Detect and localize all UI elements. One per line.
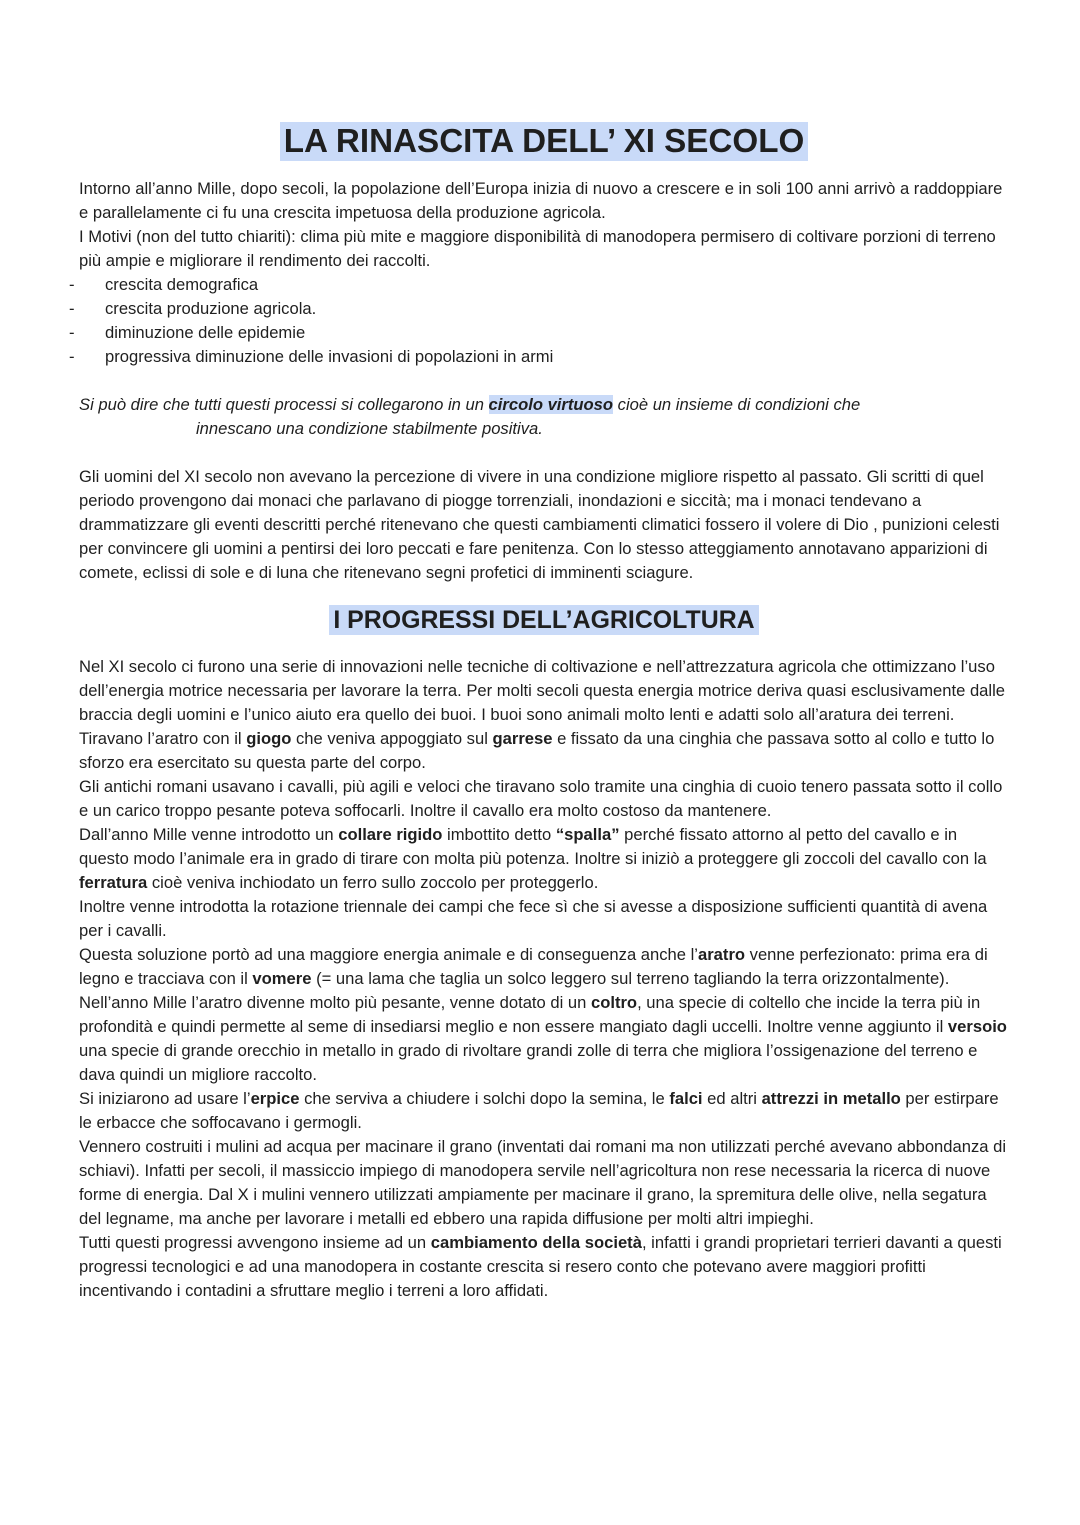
paragraph-societa [79, 1231, 1009, 1303]
text-run: ed altri [702, 1089, 762, 1108]
bullet-dash: - [69, 323, 75, 342]
paragraph-mulini: Vennero costruiti i mulini ad acqua per macinare il grano (inventati dai romani ma non utilizzati perché avevano abbondanza di schiavi). Infatti per secoli, il massiccio impiego di manodopera servile nell’agricoltura non rese necessaria la ricerca di nuove forme di energia. Dal X i mulini vennero utilizzati ampiamente per macinare il grano, la spremitura delle olive, nella segatura del legname, ma anche per lavorare i metalli ed ebbero una rapida diffusione per molti altri impieghi. [79, 1137, 1007, 1228]
term-coltro: coltro [590, 993, 638, 1012]
term-versoio: versoio [947, 1017, 1007, 1036]
list-item-text: progressiva diminuzione delle invasioni di popolazioni in armi [105, 347, 554, 366]
paragraph-rotazione: Inoltre venne introdotta la rotazione triennale dei campi che fece sì che si avesse a disposizione sufficienti quantità di avena per i cavalli. [79, 897, 988, 940]
paragraph-percezione: Gli uomini del XI secolo non avevano la percezione di vivere in una condizione migliore rispetto al passato. Gli scritti di quel periodo provengono dai monaci che parlavano di piogge torrenziali, inondazioni e siccità; ma i monaci tendevano a drammatizzare gli eventi descritti perché ritenevano che questi cambiamenti climatici fossero il volere di Dio , punizioni celesti per convincere gli uomini a pentirsi dei loro peccati e fare penitenza. Con lo stesso atteggiamento annotavano apparizioni di comete, eclissi di sole e di luna che ritenevano segni profetici di imminenti sciagure. [79, 467, 1000, 582]
text-run: Dall’anno Mille venne introdotto un [79, 825, 339, 844]
spacer [79, 441, 1009, 465]
section-title-rinascita [79, 123, 1009, 160]
term-attrezzi-metallo: attrezzi in metallo [761, 1089, 901, 1108]
spacer [79, 369, 1009, 393]
list-item [69, 273, 1009, 297]
paragraph-circolo-virtuoso [79, 393, 1009, 417]
text-run: perché fissato attorno al petto del cavallo e in questo modo l’animale era in grado di tirare con molta più potenza. Inoltre si iniziò a proteggere gli zoccoli del cavallo con la [79, 825, 987, 868]
bullet-dash: - [69, 347, 75, 366]
term-collare-rigido: collare rigido [338, 825, 443, 844]
paragraph-innovazioni [79, 655, 1009, 775]
term-aratro: aratro [698, 945, 746, 964]
section-title-rinascita-text: LA RINASCITA DELL’ XI SECOLO [280, 122, 809, 161]
paragraph-circolo-line2: innescano una condizione stabilmente positiva. [196, 419, 543, 438]
bullet-dash: - [69, 275, 75, 294]
term-garrese: garrese [492, 729, 553, 748]
term-giogo: giogo [246, 729, 292, 748]
section-title-agricoltura [79, 607, 1009, 633]
text-run: Tutti questi progressi avvengono insieme ad un [79, 1233, 431, 1252]
paragraph-attrezzi [79, 1087, 1009, 1135]
circolo-text-before: Si può dire che tutti questi processi si collegarono in un [79, 395, 489, 414]
circolo-text-after: cioè un insieme di condizioni che [613, 395, 861, 414]
text-run: imbottito detto [442, 825, 556, 844]
text-run: una specie di grande orecchio in metallo in grado di rivoltare grandi zolle di terra che migliora l’ossigenazione del terreno e dava quindi un migliore raccolto. [79, 1041, 978, 1084]
text-run: cioè veniva inchiodato un ferro sullo zoccolo per proteggerlo. [147, 873, 599, 892]
term-cambiamento-societa: cambiamento della società [430, 1233, 642, 1252]
term-erpice: erpice [250, 1089, 300, 1108]
term-falci: falci [669, 1089, 703, 1108]
text-run: , infatti i grandi proprietari terrieri davanti a questi progressi tecnologici e ad una manodopera in costante crescita si resero conto che potevano avere maggiori profitti incentivando i contadini a sfruttare meglio i terreni a loro affidati. [79, 1233, 1002, 1300]
paragraph-intro: Intorno all’anno Mille, dopo secoli, la popolazione dell’Europa inizia di nuovo a crescere e in soli 100 anni arrivò a raddoppiare e parallelamente ci fu una crescita impetuosa della produzione agricola. [79, 179, 1003, 222]
circolo-virtuoso-highlight: circolo virtuoso [488, 395, 614, 414]
text-run: venne perfezionato: prima era di legno e tracciava con il [79, 945, 988, 988]
document-content [69, 123, 1009, 1303]
text-run: (= una lama che taglia un solco leggero sul terreno tagliando la terra orizzontalmente). Nell’anno Mille l’aratro divenne molto più pesante, venne dotato di un [79, 969, 950, 1012]
list-item [69, 345, 1009, 369]
text-run: che veniva appoggiato sul [291, 729, 493, 748]
list-item-text: diminuzione delle epidemie [105, 323, 306, 342]
text-run: e fissato da una cinghia che passava sotto al collo e tutto lo sforzo era esercitato su questa parte del corpo. [79, 729, 995, 772]
paragraph-motivi: I Motivi (non del tutto chiariti): clima più mite e maggiore disponibilità di manodopera permisero di coltivare porzioni di terreno più ampie e migliorare il rendimento dei raccolti. [79, 227, 996, 270]
text-run: , una specie di coltello che incide la terra più in profondità e quindi permette al seme di insediarsi meglio e non essere mangiato dagli uccelli. Inoltre venne aggiunto il [79, 993, 981, 1036]
list-item [69, 297, 1009, 321]
text-run: per estirpare le erbacce che soffocavano i germogli. [79, 1089, 999, 1132]
list-item-text: crescita demografica [105, 275, 259, 294]
term-ferratura: ferratura [79, 873, 148, 892]
paragraph-romani: Gli antichi romani usavano i cavalli, più agili e veloci che tiravano solo tramite una cinghia di cuoio tenero passata sotto il collo e un carico troppo pesante poteva soffocarli. Inoltre il cavallo era molto costoso da mantenere. [79, 777, 1003, 820]
term-vomere: vomere [252, 969, 312, 988]
list-item [69, 321, 1009, 345]
term-spalla: “spalla” [555, 825, 620, 844]
section-title-agricoltura-text: I PROGRESSI DELL’AGRICOLTURA [329, 605, 758, 635]
paragraph-collare [79, 823, 1009, 895]
bullet-dash: - [69, 299, 75, 318]
paragraph-aratro [79, 943, 1009, 1087]
text-run: Questa soluzione portò ad una maggiore energia animale e di conseguenza anche l’ [79, 945, 698, 964]
text-run: Nel XI secolo ci furono una serie di innovazioni nelle tecniche di coltivazione e nell’attrezzatura agricola che ottimizzano l’uso dell’energia motrice necessaria per lavorare la terra. Per molti secoli questa energia motrice deriva quasi esclusivamente dalle braccia degli uomini e l’unico aiuto era quello dei buoi. I buoi sono animali molto lenti e adatti solo all’aratura dei terreni. Tiravano l’aratro con il [79, 657, 1006, 748]
text-run: che serviva a chiudere i solchi dopo la semina, le [299, 1089, 670, 1108]
bullet-list-motivi [69, 273, 1009, 369]
list-item-text: crescita produzione agricola. [105, 299, 317, 318]
text-run: Si iniziarono ad usare l’ [79, 1089, 251, 1108]
